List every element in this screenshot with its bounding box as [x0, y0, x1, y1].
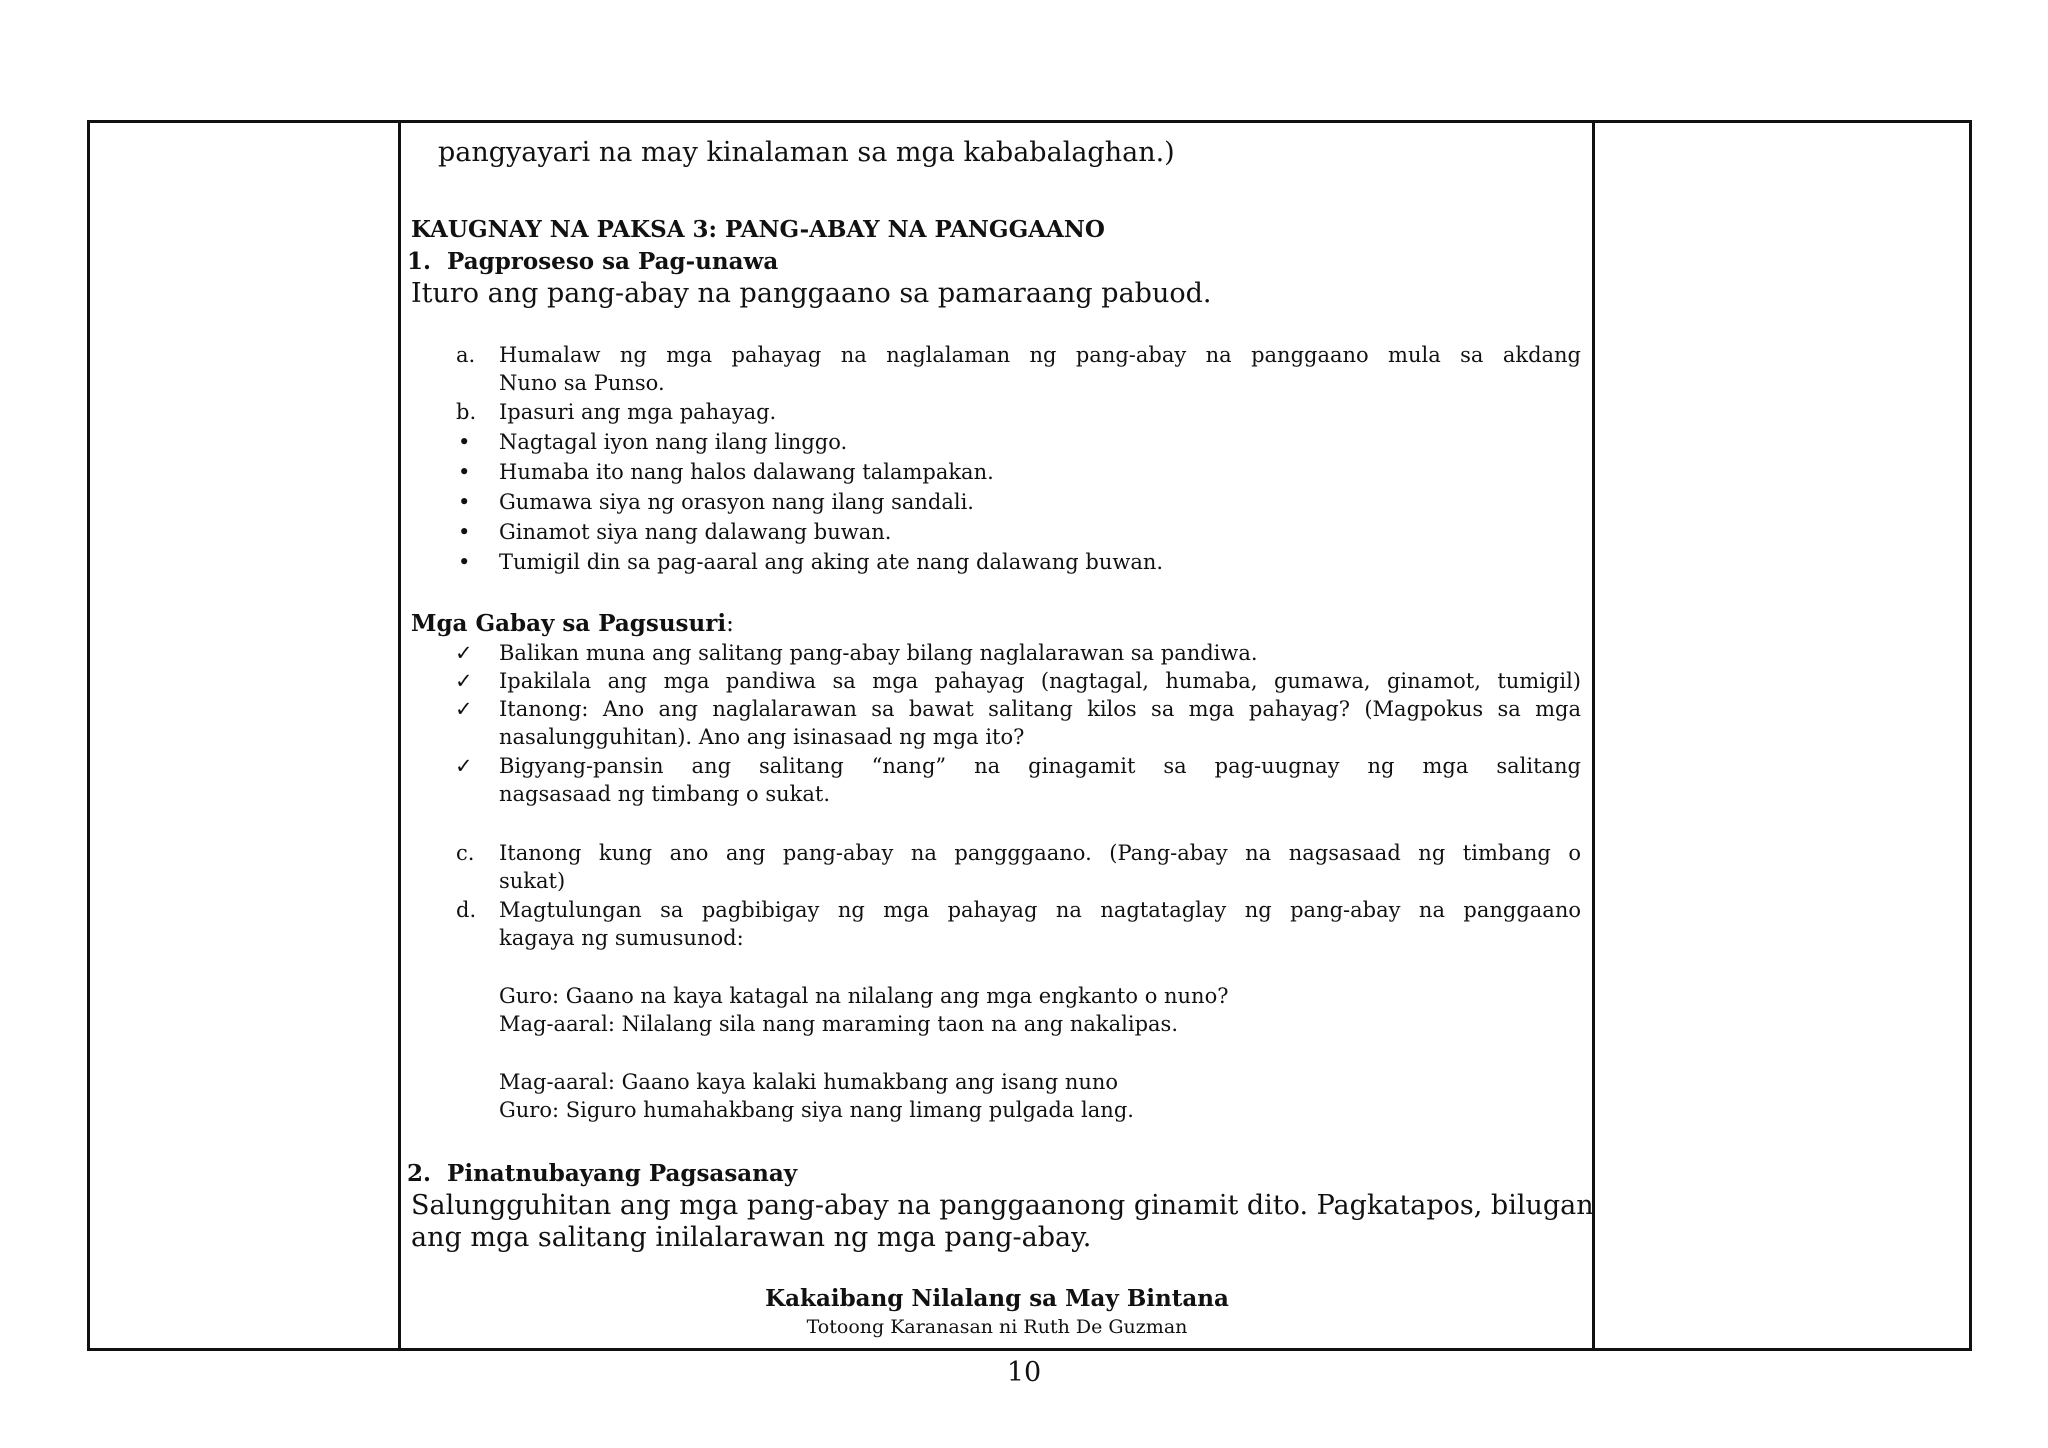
gabay-colon: : [726, 611, 734, 637]
bullet-item: Ginamot siya nang dalawang buwan. [499, 520, 892, 544]
step-b-marker: b. [456, 400, 477, 424]
table-left-column [90, 123, 401, 1348]
table-right-column [1595, 123, 1969, 1348]
step-c-marker: c. [456, 841, 475, 865]
bullet-icon: • [458, 460, 471, 484]
step-d-line2: kagaya ng sumusunod: [499, 926, 744, 950]
gabay-heading [411, 610, 734, 637]
dialogue-line: Guro: Gaano na kaya katagal na nilalang ang mga engkanto o nuno? [499, 984, 1229, 1008]
section2-line2: ang mga salitang inilalarawan ng mga pang-abay. [411, 1222, 1092, 1253]
bullet-icon: • [458, 520, 471, 544]
bullet-icon: • [458, 550, 471, 574]
step-a-line2: Nuno sa Punso. [499, 371, 665, 395]
step-c-line2: sukat) [499, 869, 566, 893]
step-c-line1: Itanong kung ano ang pang-abay na pangggaano. (Pang-abay na nagsasaad ng timbang o [499, 841, 1581, 865]
step-a-marker: a. [456, 343, 476, 367]
dialogue-line: Mag-aaral: Nilalang sila nang maraming taon na ang nakalipas. [499, 1012, 1179, 1036]
check-item-line: Itanong: Ano ang naglalarawan sa bawat salitang kilos sa mga pahayag? (Magpokus sa mga [499, 697, 1581, 721]
section2-title: Pinatnubayang Pagsasanay [447, 1160, 798, 1187]
section2-line1: Salungguhitan ang mga pang-abay na panggaanong ginamit dito. Pagkatapos, bilugan [411, 1190, 1594, 1221]
step-d-line1: Magtulungan sa pagbibigay ng mga pahayag na nagtataglay ng pang-abay na panggaano [499, 898, 1581, 922]
section2-heading [407, 1160, 797, 1187]
section2-number: 2. [407, 1160, 432, 1187]
check-item-line: nasalungguhitan). Ano ang isinasaad ng mga ito? [499, 725, 1025, 749]
check-icon: ✓ [455, 697, 473, 721]
bullet-item: Tumigil din sa pag-aaral ang aking ate nang dalawang buwan. [499, 550, 1164, 574]
bullet-item: Gumawa siya ng orasyon nang ilang sandali. [499, 490, 974, 514]
table-middle-column [401, 123, 1595, 1348]
section1-number: 1. [407, 248, 432, 275]
bullet-item: Humaba ito nang halos dalawang talampakan. [499, 460, 994, 484]
bullet-item: Nagtagal iyon nang ilang linggo. [499, 430, 848, 454]
intro-line: pangyayari na may kinalaman sa mga kababalaghan.) [438, 137, 1175, 168]
topic-heading: KAUGNAY NA PAKSA 3: PANG-ABAY NA PANGGAANO [411, 216, 1105, 243]
dialogue-line: Mag-aaral: Gaano kaya kalaki humakbang ang isang nuno [499, 1070, 1119, 1094]
check-item-line: Balikan muna ang salitang pang-abay bilang naglalarawan sa pandiwa. [499, 641, 1258, 665]
gabay-heading-text: Mga Gabay sa Pagsusuri [411, 610, 727, 637]
page-number: 10 [1006, 1357, 1042, 1388]
step-b-text: Ipasuri ang mga pahayag. [499, 400, 777, 424]
bullet-icon: • [458, 430, 471, 454]
story-title: Kakaibang Nilalang sa May Bintana [765, 1285, 1229, 1312]
check-item-line: nagsasaad ng timbang o sukat. [499, 782, 831, 806]
check-icon: ✓ [455, 669, 473, 693]
check-item-line: Bigyang-pansin ang salitang “nang” na ginagamit sa pag-uugnay ng mga salitang [499, 754, 1581, 778]
section1-heading [407, 248, 778, 275]
bullet-icon: • [458, 490, 471, 514]
step-a-line1: Humalaw ng mga pahayag na naglalaman ng pang-abay na panggaano mula sa akdang [499, 343, 1581, 367]
section1-title: Pagproseso sa Pag-unawa [447, 248, 779, 275]
story-byline: Totoong Karanasan ni Ruth De Guzman [806, 1316, 1188, 1338]
lesson-table [87, 120, 1972, 1351]
step-d-marker: d. [456, 898, 477, 922]
section1-instruction: Ituro ang pang-abay na panggaano sa pamaraang pabuod. [411, 278, 1212, 309]
dialogue-line: Guro: Siguro humahakbang siya nang limang pulgada lang. [499, 1098, 1134, 1122]
check-icon: ✓ [455, 754, 473, 778]
check-item-line: Ipakilala ang mga pandiwa sa mga pahayag (nagtagal, humaba, gumawa, ginamot, tumigil) [499, 669, 1581, 693]
check-icon: ✓ [455, 641, 473, 665]
